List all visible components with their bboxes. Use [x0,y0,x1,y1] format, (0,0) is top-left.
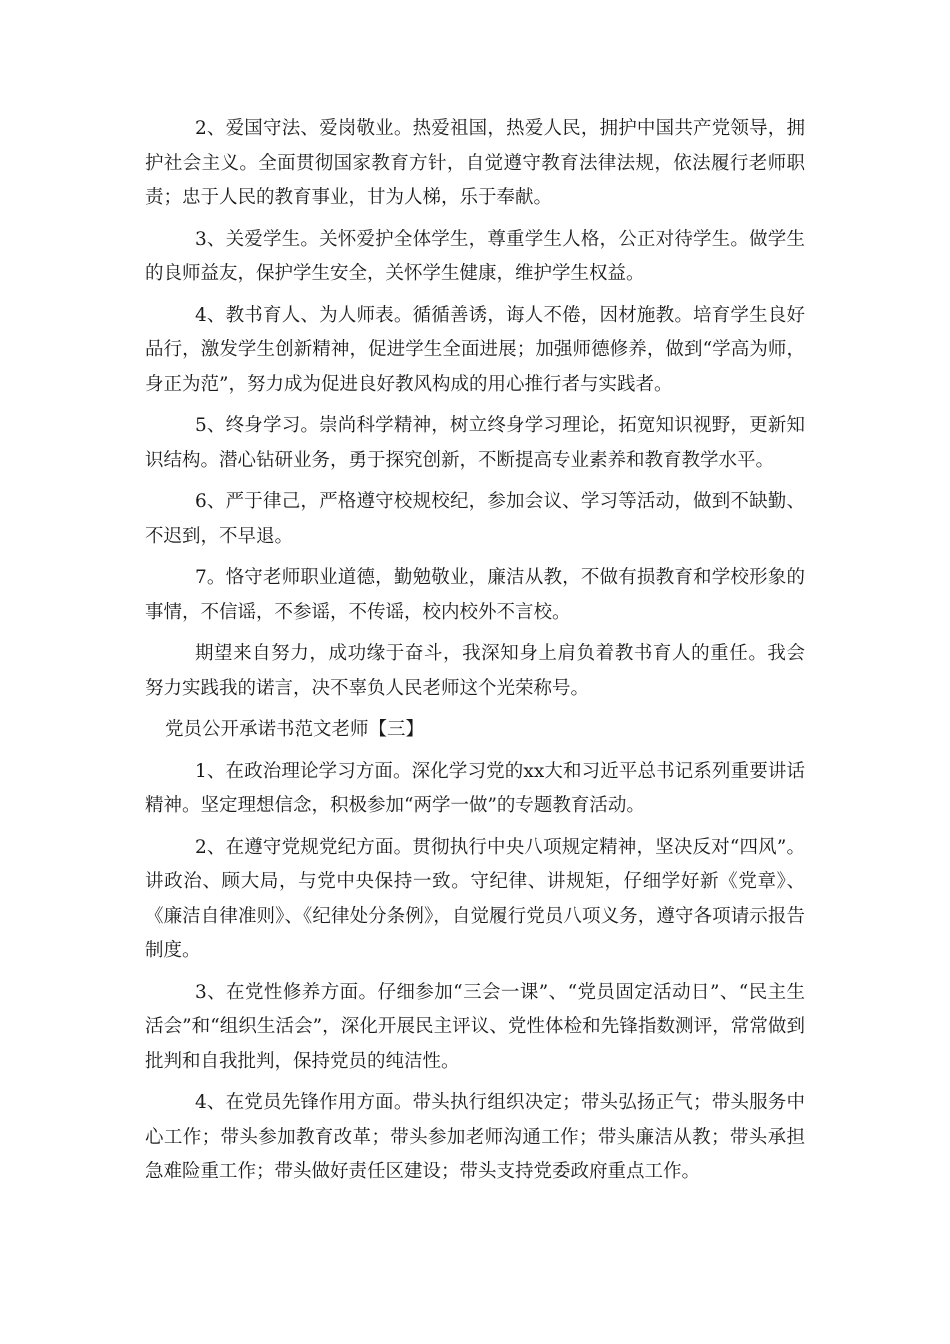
paragraph-item-7: 7。恪守老师职业道德，勤勉敬业，廉洁从教，不做有损教育和学校形象的事情，不信谣，不参谣，不传谣，校内校外不言校。 [145,567,805,623]
paragraph-party-discipline: 2、在遵守党规党纪方面。贯彻执行中央八项规定精神，坚决反对“四风”。讲政治、顾大局，与党中央保持一致。守纪律、讲规矩，仔细学好新《党章》、《廉洁自律准则》、《纪律处分条例》，自觉履行党员八项义务，遵守各项请示报告制度。 [145,836,805,961]
section-title: 党员公开承诺书范文老师【三】 [165,719,425,740]
paragraph-closing: 期望来自努力，成功缘于奋斗，我深知身上肩负着教书育人的重任。我会努力实践我的诺言，决不辜负人民老师这个光荣称号。 [145,643,805,699]
paragraph-political-theory: 1、在政治理论学习方面。深化学习党的xx大和习近平总书记系列重要讲话精神。坚定理想信念，积极参加“两学一做”的专题教育活动。 [145,760,805,816]
document-body [145,112,805,1197]
paragraph-vanguard-role: 4、在党员先锋作用方面。带头执行组织决定；带头弘扬正气；带头服务中心工作；带头参加教育改革；带头参加老师沟通工作；带头廉洁从教；带头承担急难险重工作；带头做好责任区建设；带头支持党委政府重点工作。 [145,1092,805,1182]
paragraph-item-6: 6、严于律己，严格遵守校规校纪，参加会议、学习等活动，做到不缺勤、不迟到，不早退。 [145,491,805,547]
paragraph-item-2: 2、爱国守法、爱岗敬业。热爱祖国，热爱人民，拥护中国共产党领导，拥护社会主义。全面贯彻国家教育方针，自觉遵守教育法律法规，依法履行老师职责；忠于人民的教育事业，甘为人梯，乐于奉献。 [145,118,805,208]
paragraph-party-cultivation: 3、在党性修养方面。仔细参加“三会一课”、“党员固定活动日”、“民主生活会”和“组织生活会”，深化开展民主评议、党性体检和先锋指数测评，常常做到批判和自我批判，保持党员的纯洁性。 [145,981,805,1072]
paragraph-item-5: 5、终身学习。崇尚科学精神，树立终身学习理论，拓宽知识视野，更新知识结构。潜心钻研业务，勇于探究创新，不断提高专业素养和教育教学水平。 [145,415,805,471]
paragraph-item-3: 3、关爱学生。关怀爱护全体学生，尊重学生人格，公正对待学生。做学生的良师益友，保护学生安全，关怀学生健康，维护学生权益。 [145,228,805,284]
paragraph-item-4: 4、教书育人、为人师表。循循善诱，诲人不倦，因材施教。培育学生良好品行，激发学生创新精神，促进学生全面进展；加强师德修养，做到“学高为师，身正为范”，努力成为促进良好教风构成的用心推行者与实践者。 [145,304,805,395]
